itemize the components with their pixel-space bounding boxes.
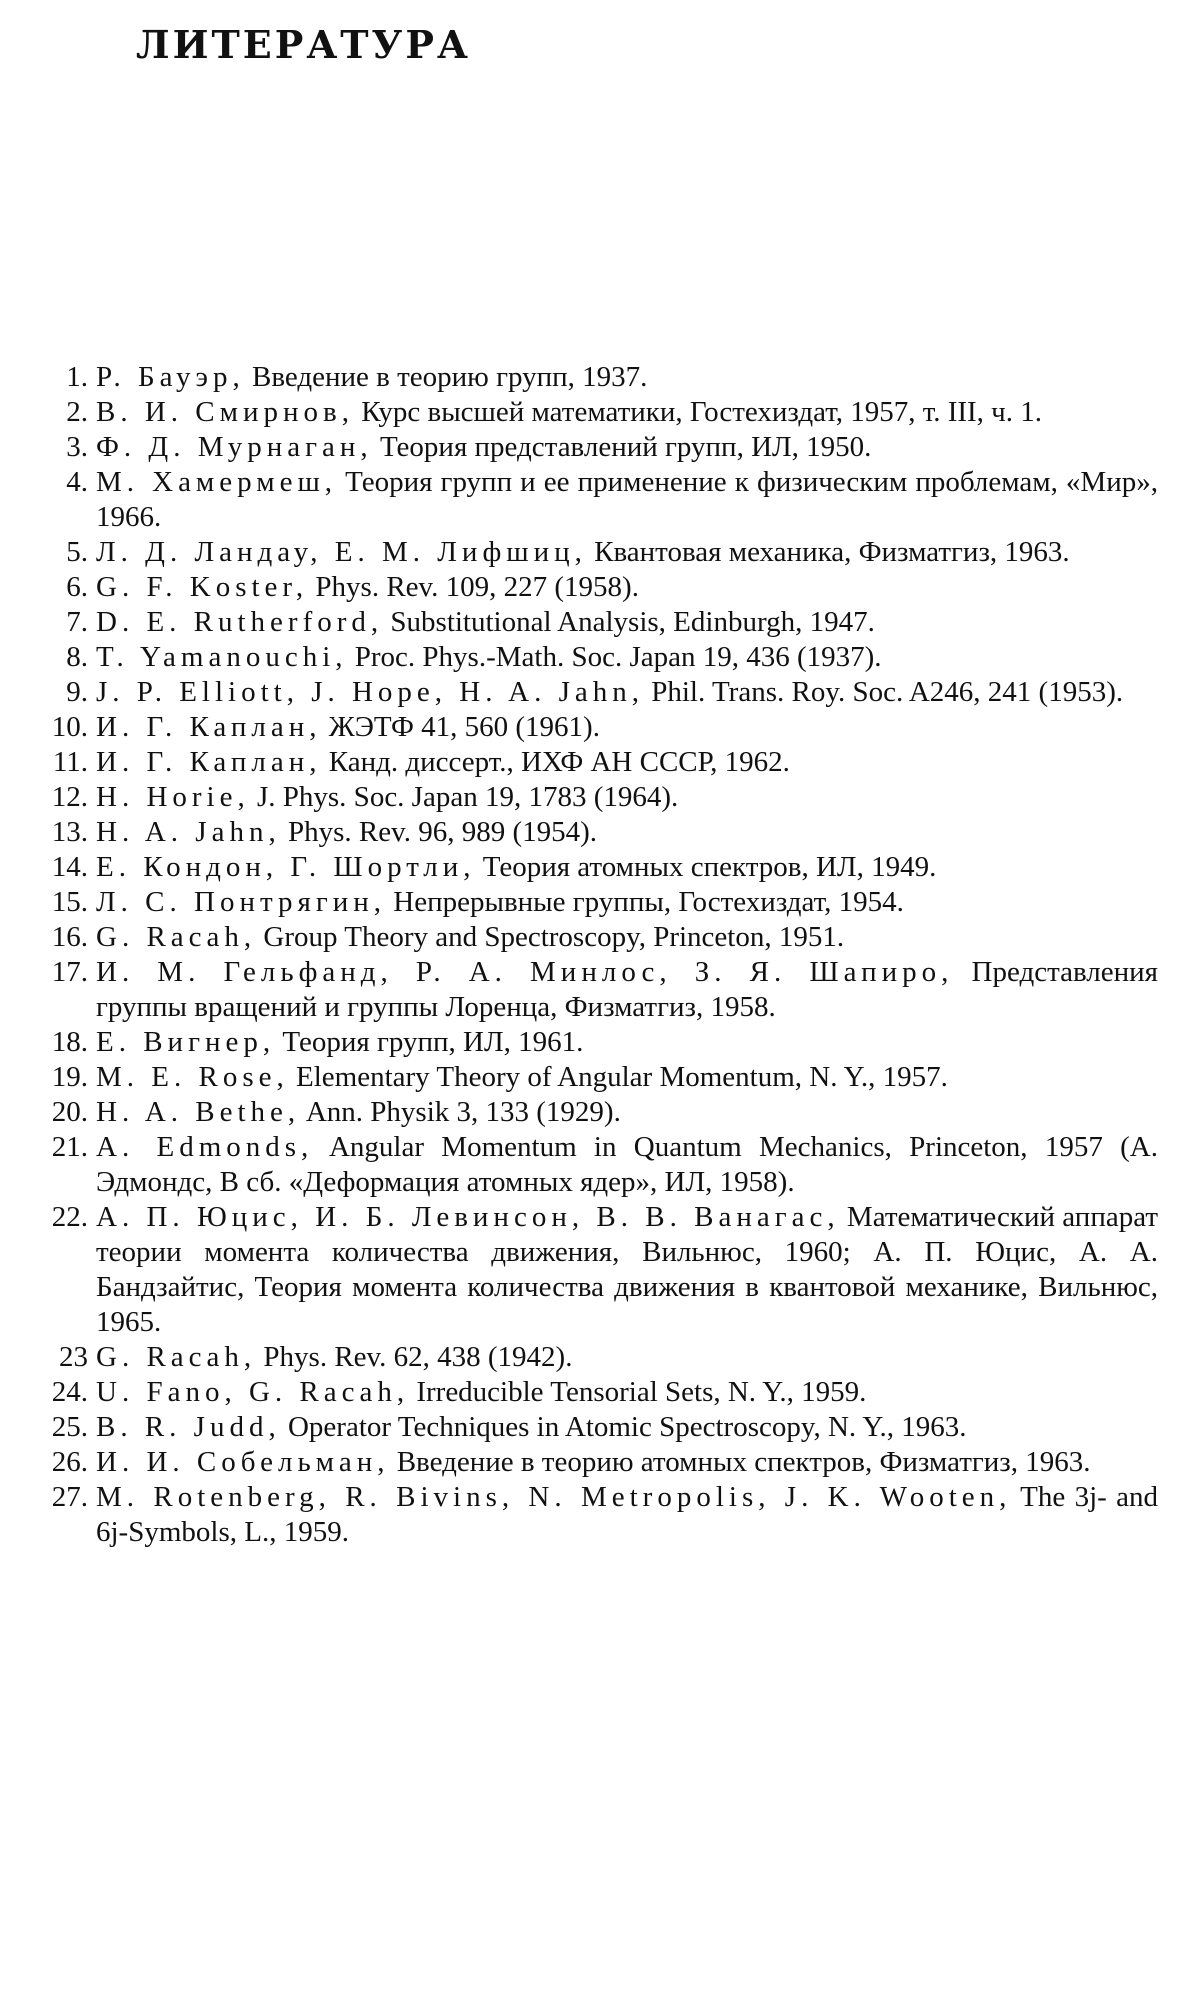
reference-number: 14. (51, 851, 88, 883)
reference-author: H. A. Jahn, (96, 816, 281, 848)
reference-author: D. E. Rutherford, (96, 606, 384, 638)
reference-text: Irreducible Tensorial Sets, N. Y., 1959. (409, 1376, 867, 1408)
reference-item (40, 1340, 1158, 1375)
reference-text: Phys. Rev. 96, 989 (1954). (280, 816, 598, 848)
reference-number: 5. (66, 536, 88, 568)
reference-author: M. E. Rose, (96, 1061, 289, 1093)
reference-item (40, 710, 1158, 745)
reference-text: Phys. Rev. 109, 227 (1958). (308, 571, 639, 603)
reference-author: A. Edmonds, (96, 1131, 314, 1163)
reference-text: The 3j- and 6j-Symbols, L., 1959. (96, 1481, 1158, 1548)
reference-number: 12. (51, 781, 88, 813)
reference-author: H. Horie, (96, 781, 250, 813)
reference-number: 7. (66, 606, 88, 638)
reference-author: М. Хамермеш, (96, 466, 338, 498)
reference-author: U. Fano, G. Racah, (96, 1376, 410, 1408)
reference-text: ЖЭТФ 41, 560 (1961). (321, 711, 600, 743)
reference-item (40, 465, 1158, 535)
reference-text: Proc. Phys.-Math. Soc. Japan 19, 436 (1937). (347, 641, 882, 673)
reference-text: Введение в теорию атомных спектров, Физматгиз, 1963. (389, 1446, 1091, 1478)
reference-text: Теория атомных спектров, ИЛ, 1949. (475, 851, 937, 883)
reference-text: Непрерывные группы, Гостехиздат, 1954. (386, 886, 904, 918)
reference-text: Phil. Trans. Roy. Soc. A246, 241 (1953). (644, 676, 1124, 708)
reference-item (40, 780, 1158, 815)
reference-author: Р. Бауэр, (96, 361, 245, 393)
reference-author: G. Racah, (96, 921, 257, 953)
reference-author: А. П. Юцис, И. Б. Левинсон, В. В. Ванагас, (96, 1201, 840, 1233)
reference-author: Е. Кондон, Г. Шортли, (96, 851, 476, 883)
reference-author: Л. Д. Ландау, Е. М. Лифшиц, (96, 536, 587, 568)
reference-number: 1. (66, 361, 88, 393)
reference-text: Теория групп, ИЛ, 1961. (275, 1026, 584, 1058)
reference-number: 24. (51, 1376, 88, 1408)
reference-item (40, 675, 1158, 710)
reference-author: Ф. Д. Мурнаган, (96, 431, 373, 463)
reference-item (40, 1060, 1158, 1095)
reference-item (40, 1025, 1158, 1060)
reference-number: 10. (51, 711, 88, 743)
reference-text: Квантовая механика, Физматгиз, 1963. (586, 536, 1070, 568)
reference-item (40, 1480, 1158, 1550)
reference-list (40, 360, 1158, 1550)
reference-text: Теория представлений групп, ИЛ, 1950. (372, 431, 872, 463)
reference-text: Канд. диссерт., ИХФ АН СССР, 1962. (321, 746, 790, 778)
reference-item (40, 430, 1158, 465)
reference-number: 23 (59, 1341, 88, 1373)
reference-author: И. М. Гельфанд, Р. А. Минлос, З. Я. Шапиро, (96, 956, 954, 988)
reference-text: Group Theory and Spectroscopy, Princeton, 1951. (256, 921, 845, 953)
reference-number: 3. (66, 431, 88, 463)
reference-number: 25. (51, 1411, 88, 1443)
reference-text: Курс высшей математики, Гостехиздат, 1957, т. III, ч. 1. (353, 396, 1043, 428)
reference-author: G. F. Koster, (96, 571, 309, 603)
reference-number: 4. (66, 466, 88, 498)
reference-number: 17. (51, 956, 88, 988)
reference-author: Е. Вигнер, (96, 1026, 276, 1058)
reference-author: В. И. Смирнов, (96, 396, 354, 428)
reference-text: Представления группы вращений и группы Лоренца, Физматгиз, 1958. (96, 956, 1159, 1023)
reference-number: 22. (51, 1201, 88, 1233)
reference-item (40, 745, 1158, 780)
reference-number: 21. (51, 1131, 88, 1163)
reference-item (40, 605, 1158, 640)
reference-item (40, 1200, 1158, 1340)
reference-item (40, 1410, 1158, 1445)
reference-number: 6. (66, 571, 88, 603)
reference-item (40, 1445, 1158, 1480)
page-title: ЛИТЕРАТУРА (136, 22, 471, 67)
reference-item (40, 1375, 1158, 1410)
reference-number: 16. (51, 921, 88, 953)
reference-text: Математический аппарат теории момента количества движения, Вильнюс, 1960; А. П. Юцис, А. А. Бандзайтис, Теория момента количества движения в квантовой механике, Вильнюс, 1965. (96, 1201, 1159, 1338)
reference-author: M. Rotenberg, R. Bivins, N. Metropolis, J. K. Wooten, (96, 1481, 1012, 1513)
reference-author: J. P. Elliott, J. Hope, H. A. Jahn, (96, 676, 644, 708)
reference-number: 19. (51, 1061, 88, 1093)
reference-author: B. R. Judd, (96, 1411, 281, 1443)
reference-text: Phys. Rev. 62, 438 (1942). (256, 1341, 573, 1373)
reference-text: Ann. Physik 3, 133 (1929). (300, 1096, 621, 1128)
reference-author: T. Yamanouchi, (96, 641, 348, 673)
reference-number: 15. (51, 886, 88, 918)
reference-number: 11. (52, 746, 88, 778)
reference-author: И. Г. Каплан, (96, 746, 322, 778)
reference-item (40, 885, 1158, 920)
reference-item (40, 360, 1158, 395)
reference-number: 18. (51, 1026, 88, 1058)
reference-number: 26. (51, 1446, 88, 1478)
reference-author: Л. С. Понтрягин, (96, 886, 387, 918)
reference-author: И. Г. Каплан, (96, 711, 322, 743)
reference-item (40, 955, 1158, 1025)
reference-text: Elementary Theory of Angular Momentum, N. Y., 1957. (288, 1061, 948, 1093)
reference-text: Operator Techniques in Atomic Spectroscopy, N. Y., 1963. (280, 1411, 967, 1443)
reference-item (40, 535, 1158, 570)
reference-item (40, 640, 1158, 675)
reference-author: И. И. Собельман, (96, 1446, 390, 1478)
reference-item (40, 1095, 1158, 1130)
reference-number: 13. (51, 816, 88, 848)
reference-item (40, 1130, 1158, 1200)
reference-text: Angular Momentum in Quantum Mechanics, Princeton, 1957 (А. Эдмондс, В сб. «Деформация атомных ядер», ИЛ, 1958). (96, 1131, 1158, 1198)
reference-number: 9. (66, 676, 88, 708)
reference-item (40, 570, 1158, 605)
reference-number: 2. (66, 396, 88, 428)
reference-item (40, 920, 1158, 955)
reference-item (40, 815, 1158, 850)
reference-author: H. A. Bethe, (96, 1096, 301, 1128)
reference-text: J. Phys. Soc. Japan 19, 1783 (1964). (249, 781, 679, 813)
reference-author: G. Racah, (96, 1341, 257, 1373)
reference-number: 8. (66, 641, 88, 673)
reference-item (40, 395, 1158, 430)
reference-item (40, 850, 1158, 885)
reference-text: Теория групп и ее применение к физическим проблемам, «Мир», 1966. (96, 466, 1158, 533)
reference-number: 27. (51, 1481, 88, 1513)
reference-number: 20. (51, 1096, 88, 1128)
reference-text: Введение в теорию групп, 1937. (244, 361, 648, 393)
reference-text: Substitutional Analysis, Edinburgh, 1947. (383, 606, 875, 638)
